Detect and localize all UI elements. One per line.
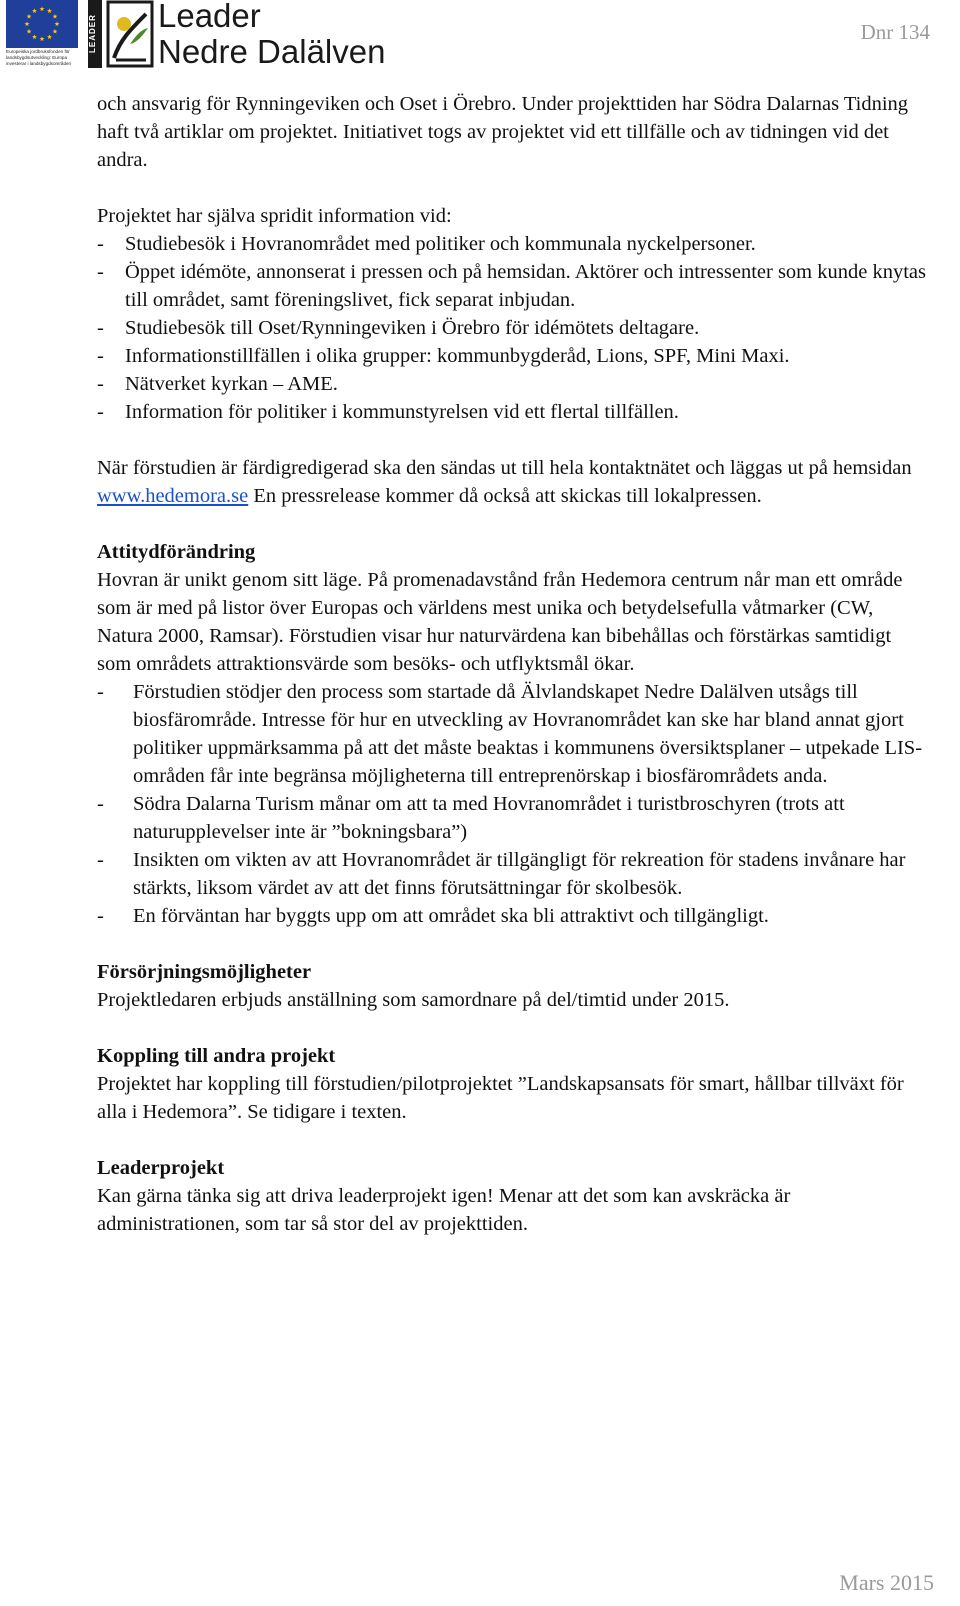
eu-caption: Europeiska jordbruksfonden för landsbygdsutveckling: Europa investerar i landsbygdsområden bbox=[6, 49, 72, 66]
organization-name bbox=[158, 0, 385, 70]
organization-name-line2: Nedre Dalälven bbox=[158, 33, 386, 70]
leader-emblem-icon bbox=[106, 0, 154, 68]
paragraph-info-intro: Projektet har själva spridit information vid: bbox=[97, 205, 452, 227]
heading-linked-projects: Koppling till andra projekt bbox=[97, 1045, 336, 1067]
heading-attitude-change: Attitydförändring bbox=[97, 541, 256, 563]
list-item: - Studiebesök till Oset/Rynningeviken i Örebro för idémötets deltagare. bbox=[97, 314, 927, 342]
list-item: - Öppet idémöte, annonserat i pressen och på hemsidan. Aktörer och intressenter som kunde knytas till området, samt föreningslivet, fick separat inbjudan. bbox=[97, 258, 927, 314]
paragraph-distribution: När förstudien är färdigredigerad ska den sändas ut till hela kontaktnätet och läggas ut på hemsidan www.hedemora.se En pressrelease kommer då också att skickas till lokalpressen. bbox=[97, 457, 912, 507]
paragraph-attitude-change: Hovran är unikt genom sitt läge. På promenadavstånd från Hedemora centrum når man ett område som är med på listor över Europas och världens mest unika och betydelsefulla våtmarker (CW, Natura 2000, Ramsar). Förstudien visar hur naturvärdena kan bibehållas och förstärkas samtidigt som områdets attraktionsvärde som besöks- och utflyktsmål ökar. bbox=[97, 569, 903, 675]
document-body bbox=[97, 90, 927, 1238]
list-item: - Studiebesök i Hovranområdet med politiker och kommunala nyckelpersoner. bbox=[97, 230, 927, 258]
list-item: - Södra Dalarna Turism månar om att ta med Hovranområdet i turistbroschyren (trots att naturupplevelser inte är ”bokningsbara”) bbox=[97, 790, 927, 846]
paragraph-intro: och ansvarig för Rynningeviken och Oset i Örebro. Under projekttiden har Södra Dalarnas Tidning haft två artiklar om projektet. Initiativet togs av projektet vid ett tillfälle och av tidningen vid det andra. bbox=[97, 93, 909, 171]
hedemora-link[interactable]: www.hedemora.se bbox=[97, 485, 249, 507]
list-item: - Informationstillfällen i olika grupper: kommunbygderåd, Lions, SPF, Mini Maxi. bbox=[97, 342, 927, 370]
list-item: - Information för politiker i kommunstyrelsen vid ett flertal tillfällen. bbox=[97, 398, 927, 426]
list-item: - Förstudien stödjer den process som startade då Älvlandskapet Nedre Dalälven utsågs till biosfärområde. Intresse för hur en utveckling av Hovranområdet kan ske har bland annat gjort politiker uppmärksamma på att det måste beaktas i kommunens översiktsplaner – utpekade LIS-områden får inte begränsa möjligheterna till entreprenörskap i biosfärområdets anda. bbox=[97, 678, 927, 790]
organization-name-line1: Leader bbox=[158, 0, 261, 34]
leader-strip-label: LEADER bbox=[88, 14, 97, 54]
footer-date: Mars 2015 bbox=[839, 1570, 934, 1595]
attitude-list bbox=[97, 678, 927, 930]
paragraph-leader-project: Kan gärna tänka sig att driva leaderprojekt igen! Menar att det som kan avskräcka är administrationen, som tar så stor del av projekttiden. bbox=[97, 1185, 791, 1235]
list-item: - Nätverket kyrkan – AME. bbox=[97, 370, 927, 398]
list-item: - En förväntan har byggts upp om att området ska bli attraktivt och tillgängligt. bbox=[97, 902, 927, 930]
page-header bbox=[6, 0, 956, 72]
eu-flag-icon bbox=[6, 0, 78, 48]
paragraph-livelihood: Projektledaren erbjuds anställning som samordnare på del/timtid under 2015. bbox=[97, 989, 730, 1011]
paragraph-linked-projects: Projektet har koppling till förstudien/pilotprojektet ”Landskapsansats för smart, hållbar tillväxt för alla i Hedemora”. Se tidigare i texten. bbox=[97, 1073, 904, 1123]
heading-livelihood: Försörjningsmöjligheter bbox=[97, 961, 312, 983]
heading-leader-project: Leaderprojekt bbox=[97, 1157, 225, 1179]
eu-logo bbox=[6, 0, 84, 72]
leader-strip bbox=[88, 0, 102, 68]
info-activities-list bbox=[97, 230, 927, 426]
list-item: - Insikten om vikten av att Hovranområdet är tillgängligt för rekreation för stadens invånare har stärkts, liksom värdet av att det finns förutsättningar för skolbesök. bbox=[97, 846, 927, 902]
document-number: Dnr 134 bbox=[860, 20, 930, 44]
